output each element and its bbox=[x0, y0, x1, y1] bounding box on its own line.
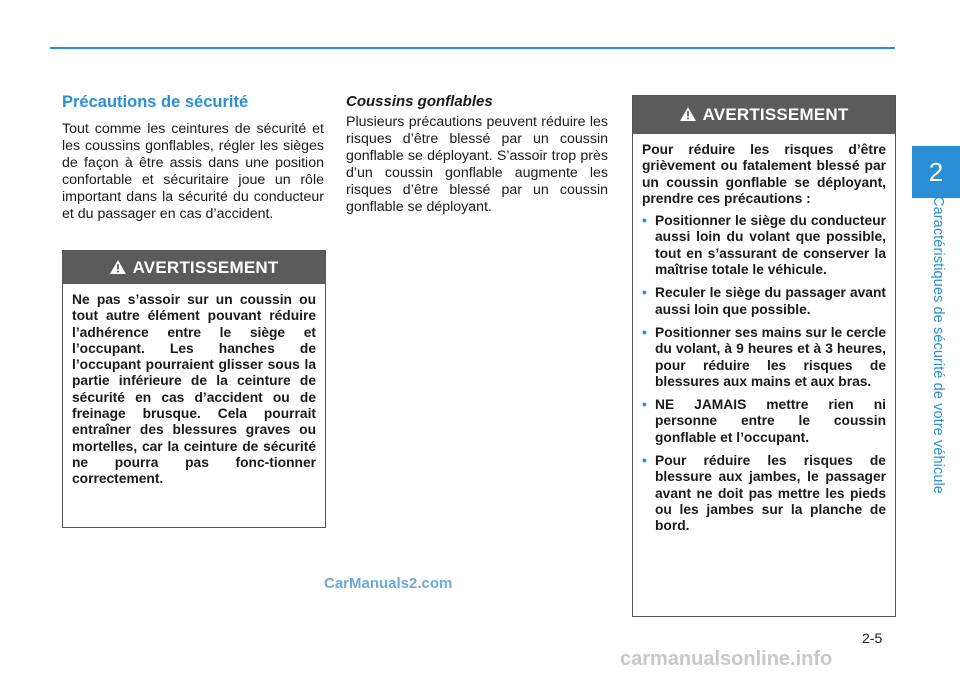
watermark-link[interactable]: CarManuals2.com bbox=[324, 575, 453, 592]
warning-box-cushion bbox=[62, 250, 326, 528]
chapter-number: 2 bbox=[928, 157, 944, 187]
chapter-title: Caractéristiques de sécurité de votre véhicule bbox=[930, 196, 946, 494]
warning-title: AVERTISSEMENT bbox=[702, 105, 849, 124]
top-rule bbox=[50, 47, 895, 49]
warning-intro: Pour réduire les risques d’être grièvement ou fatalement blessé par un coussin gonflable se déployant, prendre ces précautions : bbox=[642, 142, 886, 206]
warning-triangle-icon bbox=[680, 97, 696, 135]
warning-body bbox=[63, 284, 325, 488]
bullet-icon: • bbox=[642, 453, 647, 469]
warning-header bbox=[63, 251, 325, 284]
warning-body bbox=[633, 134, 895, 535]
footer-watermark: carmanualsonline.info bbox=[620, 648, 833, 670]
section-heading: Précautions de sécurité bbox=[62, 93, 249, 111]
bullet-icon: • bbox=[642, 213, 647, 229]
list-item: • NE JAMAIS mettre rien ni personne entre le coussin gonflable et l’occupant. bbox=[642, 397, 886, 445]
warning-text: Ne pas s’assoir sur un coussin ou tout autre élément pouvant réduire l’adhérence entre le siège et l’occupant. Les hanches de l’occupant pourraient glisser sous la partie inférieure de la ceinture de sécurité en cas d’accident ou de freinage brusque. Cela pourrait entraîner des blessures graves ou mortelles, car la ceinture de sécurité ne pourra pas fonc-tionner correctement. bbox=[72, 292, 316, 487]
bullet-icon: • bbox=[642, 397, 647, 413]
warning-title: AVERTISSEMENT bbox=[132, 258, 279, 277]
warning-list bbox=[642, 213, 886, 534]
list-item: • Positionner ses mains sur le cercle du volant, à 9 heures et à 3 heures, pour réduire les risques de blessures aux mains et aux bras. bbox=[642, 324, 886, 389]
safety-precautions-section bbox=[62, 93, 324, 223]
list-item: • Reculer le siège du passager avant aussi loin que possible. bbox=[642, 285, 886, 317]
list-item: • Positionner le siège du conducteur aussi loin du volant que possible, tout en s’assurant de conserver la maîtrise totale le véhicule. bbox=[642, 213, 886, 278]
bullet-icon: • bbox=[642, 324, 647, 340]
subsection-heading: Coussins gonflables bbox=[346, 93, 493, 110]
subsection-paragraph: Plusieurs précautions peuvent réduire les risques d’être blessé par un coussin gonflable se déployant. S’assoir trop près d’un coussin gonflable augmente les risques d’être blessé par un coussin gonflable se déployant. bbox=[346, 114, 608, 215]
list-item: • Pour réduire les risques de blessure aux jambes, le passager avant ne doit pas mettre les pieds ou les jambes sur la planche de bord. bbox=[642, 453, 886, 534]
warning-box-airbag bbox=[632, 95, 896, 617]
section-paragraph: Tout comme les ceintures de sécurité et les coussins gonflables, régler les sièges de façon à être assis dans une position confortable et sécuritaire joue un rôle important dans la sécurité du conducteur et du passager en cas d’accident. bbox=[62, 121, 324, 222]
warning-header bbox=[633, 96, 895, 134]
warning-triangle-icon bbox=[110, 252, 126, 285]
page-number: 2-5 bbox=[862, 630, 883, 646]
airbags-section bbox=[346, 93, 608, 216]
bullet-icon: • bbox=[642, 285, 647, 301]
chapter-tab[interactable] bbox=[912, 146, 960, 198]
